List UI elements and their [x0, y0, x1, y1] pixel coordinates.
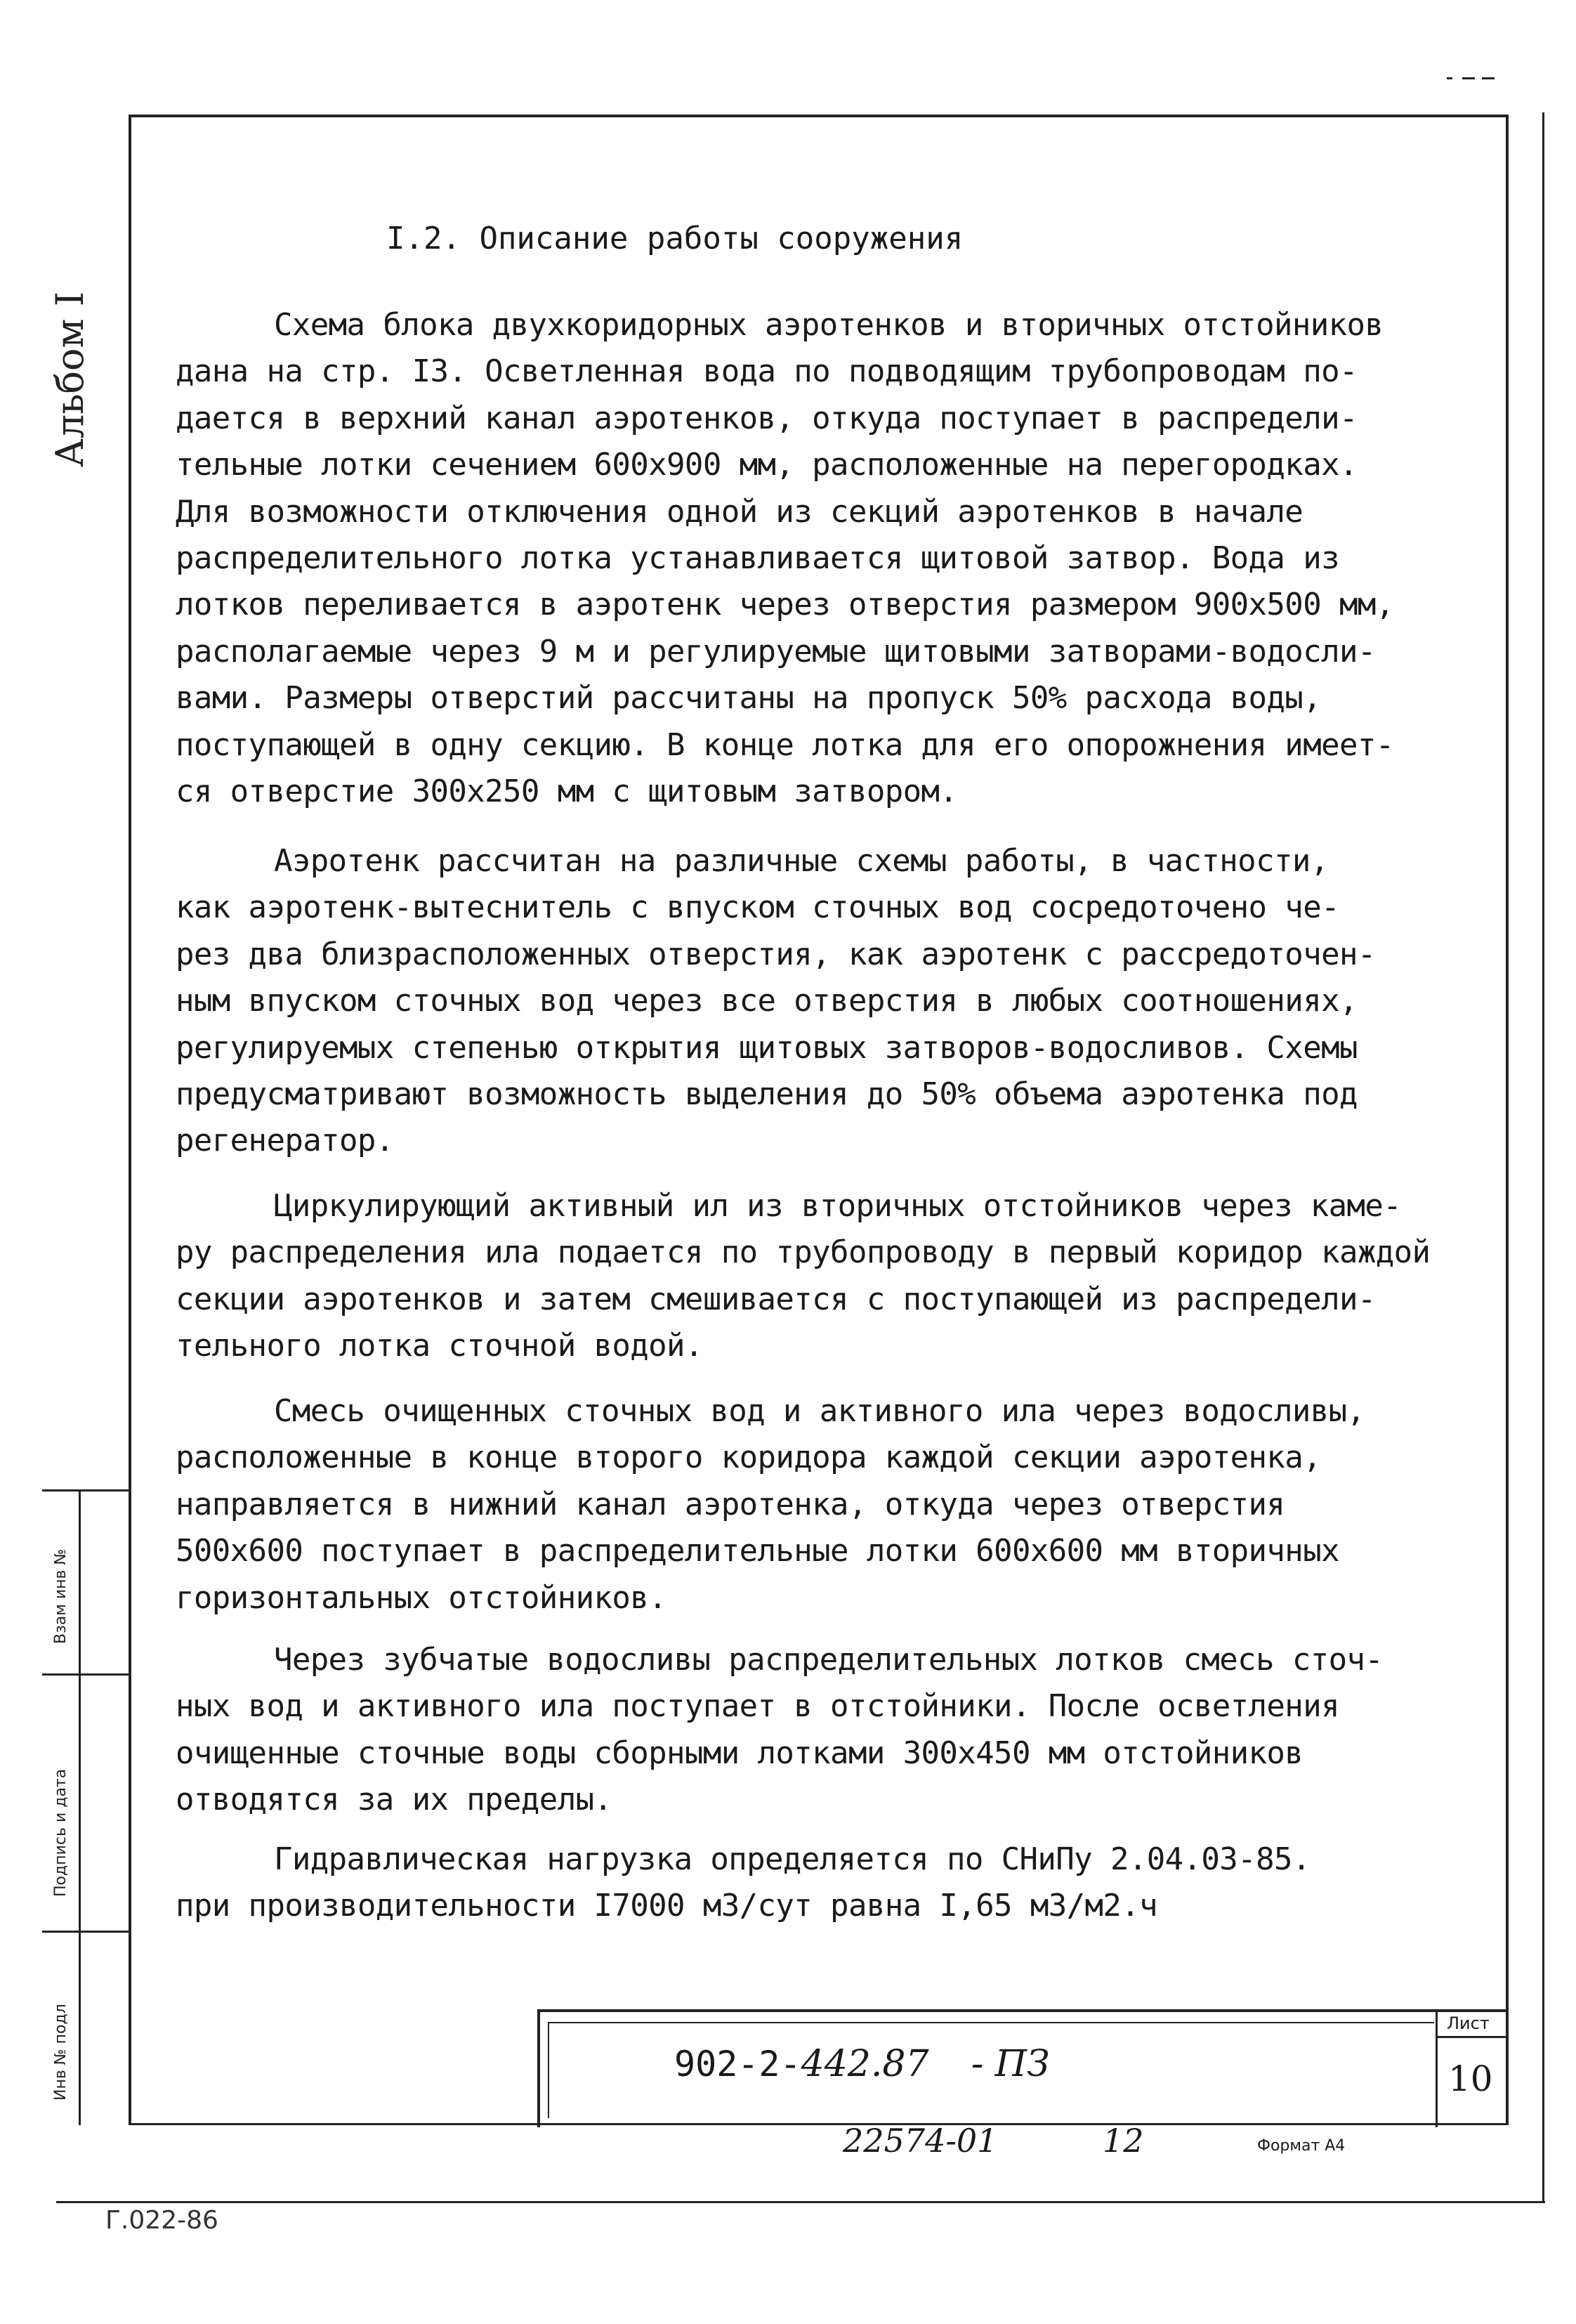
paragraph — [176, 1388, 1482, 1621]
text-line: отводятся за их пределы. — [176, 1782, 612, 1818]
paragraph — [176, 838, 1482, 1165]
paragraph — [176, 1836, 1482, 1930]
text-line: при производительности I7000 м3/сут равна I,65 м3/м2.ч — [176, 1888, 1158, 1924]
album-label: Альбом I — [48, 291, 92, 468]
text-line: регенератор. — [176, 1123, 394, 1159]
document-code — [674, 2043, 1050, 2085]
text-line: как аэротенк-вытеснитель с впуском сточных вод сосредоточено че- — [176, 889, 1339, 926]
bottom-rule — [56, 2201, 1545, 2203]
text-line: Для возможности отключения одной из секций аэротенков в начале — [176, 493, 1304, 530]
text-line: Смесь очищенных сточных вод и активного ила через водосливы, — [274, 1393, 1365, 1429]
text-line: лотков переливается в аэротенк через отверстия размером 900х500 мм, — [176, 587, 1394, 623]
text-line: Циркулирующий активный ил из вторичных отстойников через каме- — [274, 1188, 1402, 1224]
text-line: регулируемых степенью открытия щитовых затворов-водосливов. Схемы — [176, 1029, 1358, 1066]
text-line: рез два близрасположенных отверстия, как аэротенк с рассредоточен- — [176, 936, 1376, 972]
side-stamp-border — [42, 1673, 131, 1676]
text-line: располагаемые через 9 м и регулируемые щитовыми затворами-водосли- — [176, 633, 1376, 670]
text-line: дается в верхний канал аэротенков, откуда поступает в распредели- — [176, 400, 1358, 436]
text-line: Через зубчатые водосливы распределительных лотков смесь сточ- — [274, 1642, 1384, 1678]
side-stamp-divider — [79, 1489, 81, 2125]
text-line: ным впуском сточных вод через все отверстия в любых соотношениях, — [176, 983, 1358, 1019]
doc-code-suffix: - ПЗ — [971, 2043, 1050, 2085]
text-line: дана на стр. I3. Осветленная вода по подводящим трубопроводам по- — [176, 353, 1358, 390]
top-corner-mark — [1447, 77, 1503, 86]
side-stamp-inv: Инв № подл — [52, 2004, 70, 2101]
text-line: Аэротенк рассчитан на различные схемы работы, в частности, — [274, 843, 1329, 879]
text-line: секции аэротенков и затем смешивается с поступающей из распредели- — [176, 1281, 1376, 1317]
doc-code-typed: 902-2- — [674, 2044, 801, 2084]
text-line: поступающей в одну секцию. В конце лотка для его опорожнения имеет- — [176, 726, 1394, 763]
form-code: Г.022-86 — [105, 2206, 218, 2235]
text-line: вами. Размеры отверстий рассчитаны на пропуск 50% расхода воды, — [176, 680, 1322, 717]
paragraph — [176, 1637, 1482, 1824]
side-stamp-border — [42, 1489, 131, 1491]
right-border-line — [1542, 112, 1544, 2202]
text-line: направляется в нижний канал аэротенка, откуда через отверстия — [176, 1486, 1285, 1522]
text-line: тельного лотка сточной водой. — [176, 1328, 703, 1364]
side-stamp-border — [42, 1931, 131, 1933]
registration-number: 22574-01 — [843, 2122, 998, 2160]
text-line: тельные лотки сечением 600х900 мм, расположенные на перегородках. — [176, 447, 1358, 483]
text-line: 500х600 поступает в распределительные лотки 600х600 мм вторичных — [176, 1533, 1339, 1569]
text-line: Гидравлическая нагрузка определяется по СНиПу 2.04.03-85. — [274, 1841, 1311, 1877]
text-line: Схема блока двухкоридорных аэротенков и вторичных отстойников — [274, 307, 1384, 343]
text-line: предусматривают возможность выделения до 50% объема аэротенка под — [176, 1076, 1358, 1112]
text-line: горизонтальных отстойников. — [176, 1579, 667, 1616]
text-line: распределительного лотка устанавливается щитовой затвор. Вода из — [176, 540, 1339, 576]
section-heading: I.2. Описание работы сооружения — [386, 221, 964, 256]
text-line: расположенные в конце второго коридора каждой секции аэротенка, — [176, 1440, 1322, 1476]
sheet-number: 10 — [1448, 2058, 1493, 2099]
text-line: очищенные сточные воды сборными лотками 300х450 мм отстойников — [176, 1735, 1304, 1771]
text-line: ру распределения ила подается по трубопроводу в первый коридор каждой — [176, 1234, 1431, 1271]
doc-code-handwritten: 442.87 — [801, 2043, 929, 2085]
paragraph — [176, 302, 1482, 815]
format-label: Формат А4 — [1257, 2137, 1346, 2155]
sheet-box-divider — [1436, 2036, 1509, 2038]
text-line: ных вод и активного ила поступает в отстойники. После осветления — [176, 1688, 1339, 1725]
side-stamp-vzam: Взам инв № — [52, 1548, 70, 1644]
paragraph — [176, 1183, 1482, 1370]
text-line: ся отверстие 300х250 мм с щитовым затвором. — [176, 773, 958, 809]
page-number: 12 — [1103, 2122, 1144, 2160]
side-stamp-podpis: Подпись и дата — [52, 1768, 70, 1897]
sheet-label: Лист — [1447, 2013, 1490, 2033]
